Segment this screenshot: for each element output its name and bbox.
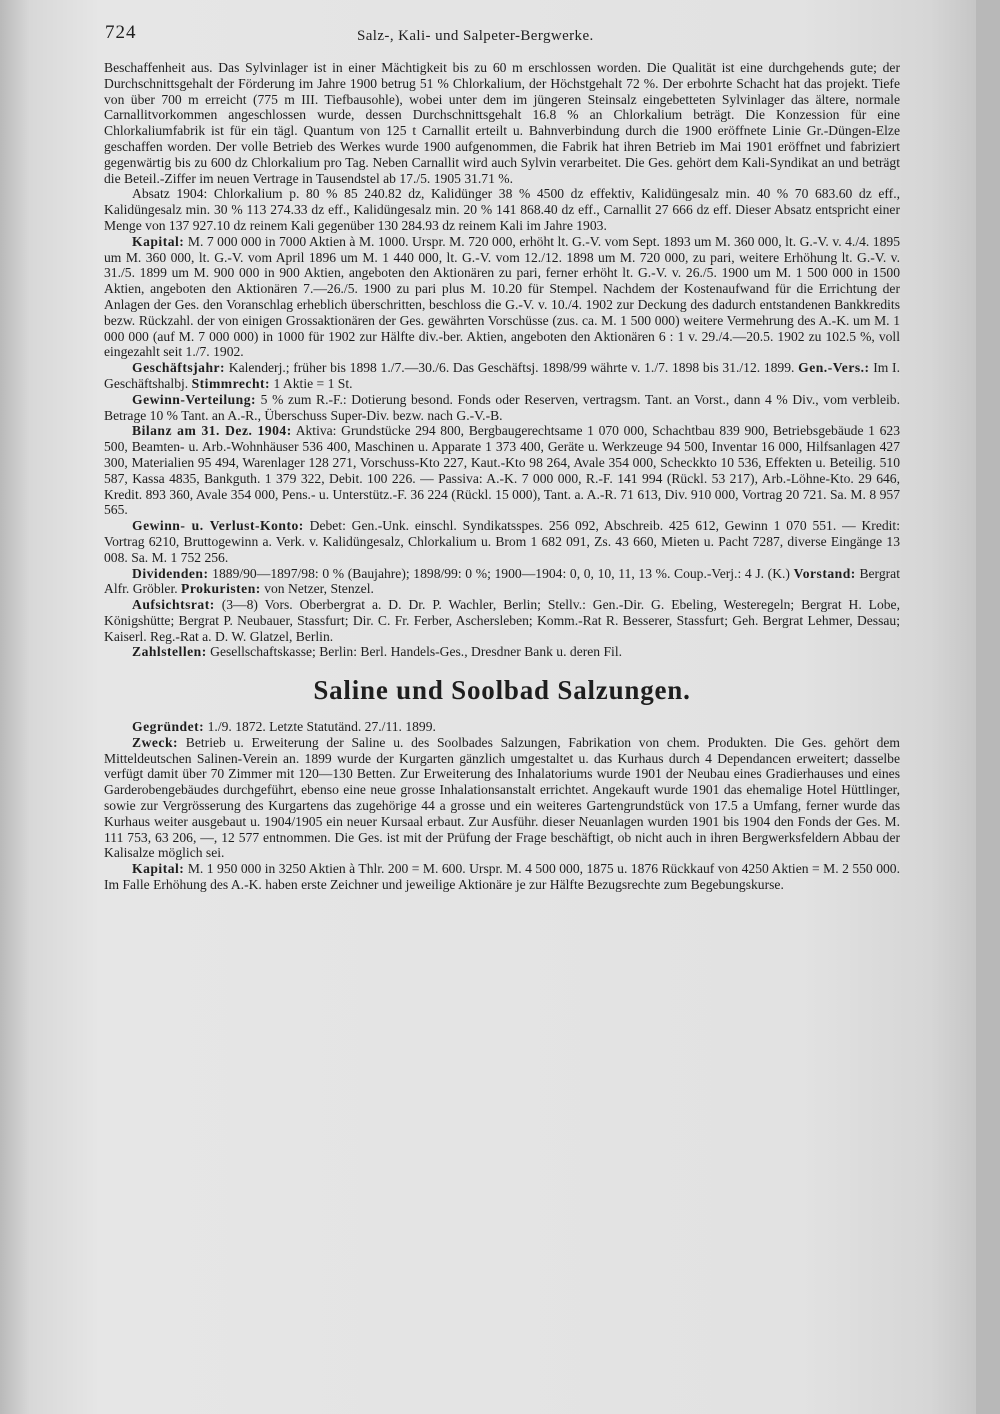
kapital-text: M. 7 000 000 in 7000 Aktien à M. 1000. Urspr. M. 720 000, erhöht lt. G.-V. vom Sept. 1893 um M. 360 000, lt. G.-V. v. 4./4. 1895 um M. 360 000, lt. G.-V. vom April 1896 um M. 1 440 000, lt. G.-V. vom 12./12. 1898 um M. 720 000, zu pari, weitere Erhöhung lt. G.-V. v. 31./5. 1899 um M. 900 000 in 900 Aktien, angeboten den Aktionären zu pari, ferner erhöht lt. G.-V. v. 26./5. 1900 um M. 1 500 000 in 1500 Aktien, angeboten den Aktionären 7.—26./5. 1900 zu pari plus M. 10.20 für Stempel. Nachdem der Kostenaufwand für die Errichtung der Anlagen der Ges. den Voranschlag erheblich überschritten, beschloss die G.-V. v. 10./4. 1902 zur Deckung des dadurch entstandenen Bankkredits bezw. Rückzahl. der von einigen Grossaktionären der Ges. gewährten Vorschüsse (zus. ca. M. 1 500 000) weitere Vermehrung des A.-K. um M. 1 000 000 (auf M. 7 000 000) in 1000 für 1902 zur Hälfte div.-ber. Aktien, angeboten den Aktionären 6 : 1 v. 29./4.—20.5. 1902 zu 102.5 %, voll eingezahlt seit 1./7. 1902. (104, 233, 900, 360)
guv-paragraph (104, 518, 900, 565)
gewinnverteilung-text: 5 % zum R.-F.: Dotierung besond. Fonds oder Reserven, vertragsm. Tant. an Vorst., dann 4 % Div., vom verbleib. Betrage 10 % Tant. an A.-R., Überschuss Super-Div. bezw. nach G.-V.-B. (104, 391, 900, 423)
guv-label: Gewinn- u. Verlust-Konto: (132, 518, 304, 534)
kapital2-label: Kapital: (132, 861, 185, 877)
kapital2-text: M. 1 950 000 in 3250 Aktien à Thlr. 200 = M. 600. Urspr. M. 4 500 000, 1875 u. 1876 Rückkauf von 4250 Aktien = M. 2 550 000. Im Falle Erhöhung des A.-K. haben erste Zeichner und jeweilige Aktionäre je zur Hälfte Bezugsrechte zum Begebungskurse. (104, 861, 900, 893)
section-title: Saline und Soolbad Salzungen. (313, 675, 691, 706)
main-text (104, 60, 900, 893)
genvers-text: Im I. Geschäftshalbj. (104, 360, 900, 391)
bilanz-paragraph (104, 423, 900, 518)
section-kali-company (104, 60, 900, 660)
vorstand-text: Bergrat Alfr. Gröbler. (104, 565, 900, 597)
zahlstellen-paragraph (104, 644, 900, 660)
kapital2-paragraph (104, 861, 900, 893)
intro-paragraph: Beschaffenheit aus. Das Sylvinlager ist in einer Mächtigkeit bis zu 60 m erschlossen worden. Die Qualität ist eine durchgehends gute; der Durchschnittsgehalt der Förderung im Jahre 1900 betrug 51 % Chlorkalium, der Höchstgehalt 72 %. Der erbohrte Schacht hat das projekt. Tiefe von über 700 m erreicht (775 m III. Tiefbausohle), wobei unter dem im jüngeren Steinsalz eingebetteten Sylvinlager das ältere, normale Carnallitvorkommen angeschlossen wurde, dessen Durchschnittsgehalt 16.8 % an Chlorkalium beträgt. Die Konzession für eine Chlorkaliumfabrik ist für ein tägl. Quantum von 125 t Carnallit erteilt u. Bahnverbindung durch die 1900 eröffnete Linie Gr.-Düngen-Elze geschaffen worden. Der volle Betrieb des Werkes wurde 1900 aufgenommen, die Fabrik hat ihren Betrieb im Mai 1901 eröffnet und fabriziert gegenwärtig bis zu 600 dz Chlorkalium pro Tag. Neben Carnallit wird auch Sylvin verarbeitet. Die Ges. gehört dem Kali-Syndikat an und beträgt die Beteil.-Ziffer im neuen Vertrage in Tausendstel ab 17./5. 1905 31.71 %. (104, 60, 900, 186)
gegruendet-paragraph (104, 719, 900, 735)
dividenden-label: Dividenden: (132, 565, 209, 581)
page-number: 724 (105, 22, 137, 43)
geschaeftsjahr-label: Geschäftsjahr: (132, 360, 226, 376)
stimmrecht-text: 1 Aktie = 1 St. (273, 375, 353, 391)
zweck-text: Betrieb u. Erweiterung der Saline u. des Soolbades Salzungen, Fabrikation von chem. Produkten. Die Ges. gehört dem Mitteldeutschen Salinen-Verein an. 1899 wurde der Kurgarten gänzlich umgestaltet u. das Kurhaus durch 4 Dependancen erweitert; dasselbe verfügt damit über 70 Zimmer mit 120—130 Betten. Zur Erweiterung des Inhalatoriums wurde 1901 der Neubau eines Gradierhauses und eines Garderobengebäudes durchgeführt, ebenso eine neue grosse Inhalationsanstalt errichtet. Angekauft wurde 1901 das ehemalige Hotel Hüttlinger, sowie zur Vergrösserung des Kurgartens das zugehörige 44 a grosse und ein weiteres Gartengrundstück von 17.5 a Umfang, ferner wurde das Kurhaus weiter ausgebaut u. 1904/1905 ein neuer Kursaal erbaut. Zur Ausführ. dieser Neuanlagen wurden 1901 bis 1904 den Fonds der Ges. M. 111 753, 63 206, —, 12 577 entnommen. Die Ges. ist mit der Prüfung der Frage beschäftigt, ob nicht auch in ihren Bergwerksfeldern Abbau der Kalisalze möglich sei. (104, 734, 900, 861)
aufsichtsrat-text: (3—8) Vors. Oberbergrat a. D. Dr. P. Wachler, Berlin; Stellv.: Gen.-Dir. G. Ebeling, Westeregeln; Bergrat H. Lobe, Königshütte; Bergrat P. Neubauer, Stassfurt; Dir. C. Fr. Ferber, Aschersleben; Komm.-Rat R. Besserer, Stassfurt; Geh. Bergrat Lehmer, Dessau; Kaiserl. Reg.-Rat a. D. W. Glatzel, Berlin. (104, 597, 900, 644)
gewinnverteilung-paragraph (104, 392, 900, 424)
aufsichtsrat-label: Aufsichtsrat: (132, 597, 215, 613)
guv-text: Debet: Gen.-Unk. einschl. Syndikatsspes. 256 092, Abschreib. 425 612, Gewinn 1 070 551. — Kredit: Vortrag 6210, Bruttogewinn a. Verk. v. Kalidüngesalz, Chlorkalium u. Brom 1 682 091, Zs. 43 660, Mieten u. Pacht 7287, diverse Eingänge 13 008. Sa. M. 1 752 256. (104, 518, 900, 565)
kapital-paragraph (104, 234, 900, 360)
zahlstellen-text: Gesellschaftskasse; Berlin: Berl. Handels-Ges., Dresdner Bank u. deren Fil. (210, 644, 623, 660)
absatz-paragraph: Absatz 1904: Chlorkalium p. 80 % 85 240.82 dz, Kalidünger 38 % 4500 dz effektiv, Kalidüngesalz min. 40 % 70 683.60 dz eff., Kalidüngesalz min. 30 % 113 274.33 dz eff., Kalidüngesalz min. 20 % 141 868.40 dz eff., Carnallit 27 666 dz eff. Dieser Absatz entspricht einer Menge von 137 927.10 dz reinem Kali gegenüber 130 284.93 dz reinem Kali im Jahre 1903. (104, 186, 900, 233)
zweck-paragraph (104, 735, 900, 861)
prokuristen-text: von Netzer, Stenzel. (264, 581, 374, 597)
stimmrecht-label: Stimmrecht: (191, 375, 271, 391)
genvers-label: Gen.-Vers.: (798, 360, 870, 376)
vorstand-label: Vorstand: (793, 565, 856, 581)
gegruendet-text: 1./9. 1872. Letzte Statutänd. 27./11. 1899. (207, 719, 436, 735)
bilanz-text: Aktiva: Grundstücke 294 800, Bergbaugerechtsame 1 070 000, Schachtbau 839 900, Betriebsgebäude 1 623 500, Beamten- u. Arb.-Wohnhäuser 536 400, Maschinen u. Apparate 1 373 400, Geräte u. Werkzeuge 94 500, Inventar 16 000, Hilfsanlagen 427 300, Materialien 95 494, Warenlager 128 271, Vorschuss-Kto 227, Kaut.-Kto 98 264, Avale 354 000, Scheckkto 10 536, Effekten u. Beteilig. 510 587, Kassa 4835, Bankguth. 1 379 322, Debit. 100 226. — Passiva: A.-K. 7 000 000, R.-F. 141 994 (Rückl. 53 217), Arb.-Löhne-Kto. 29 646, Kredit. 893 360, Avale 354 000, Pens.- u. Unterstütz.-F. 36 224 (Rückl. 15 000), Tant. a. A.-R. 71 613, Div. 910 000, Vortrag 20 721. Sa. M. 8 957 565. (104, 423, 900, 518)
dividenden-paragraph (104, 566, 900, 598)
bilanz-label: Bilanz am 31. Dez. 1904: (132, 423, 292, 439)
prokuristen-label: Prokuristen: (181, 581, 261, 597)
geschaeftsjahr-text: Kalenderj.; früher bis 1898 1./7.—30./6. Das Geschäftsj. 1898/99 währte v. 1./7. 1898 bis 31./12. 1899. (228, 360, 795, 376)
kapital-label: Kapital: (132, 233, 185, 249)
gegruendet-label: Gegründet: (132, 719, 205, 735)
section-saline (104, 719, 900, 893)
zahlstellen-label: Zahlstellen: (132, 644, 207, 660)
adjacent-page-edge (976, 0, 1000, 1414)
page-header (105, 22, 985, 50)
dividenden-text: 1889/90—1897/98: 0 % (Baujahre); 1898/99: 0 %; 1900—1904: 0, 0, 10, 11, 13 %. Coup.-Verj.: 4 J. (K.) (212, 565, 790, 581)
gewinnverteilung-label: Gewinn-Verteilung: (132, 391, 257, 407)
aufsichtsrat-paragraph (104, 597, 900, 644)
zweck-label: Zweck: (132, 734, 179, 750)
geschaeftsjahr-paragraph (104, 360, 900, 392)
running-title: Salz-, Kali- und Salpeter-Bergwerke. (357, 28, 594, 44)
